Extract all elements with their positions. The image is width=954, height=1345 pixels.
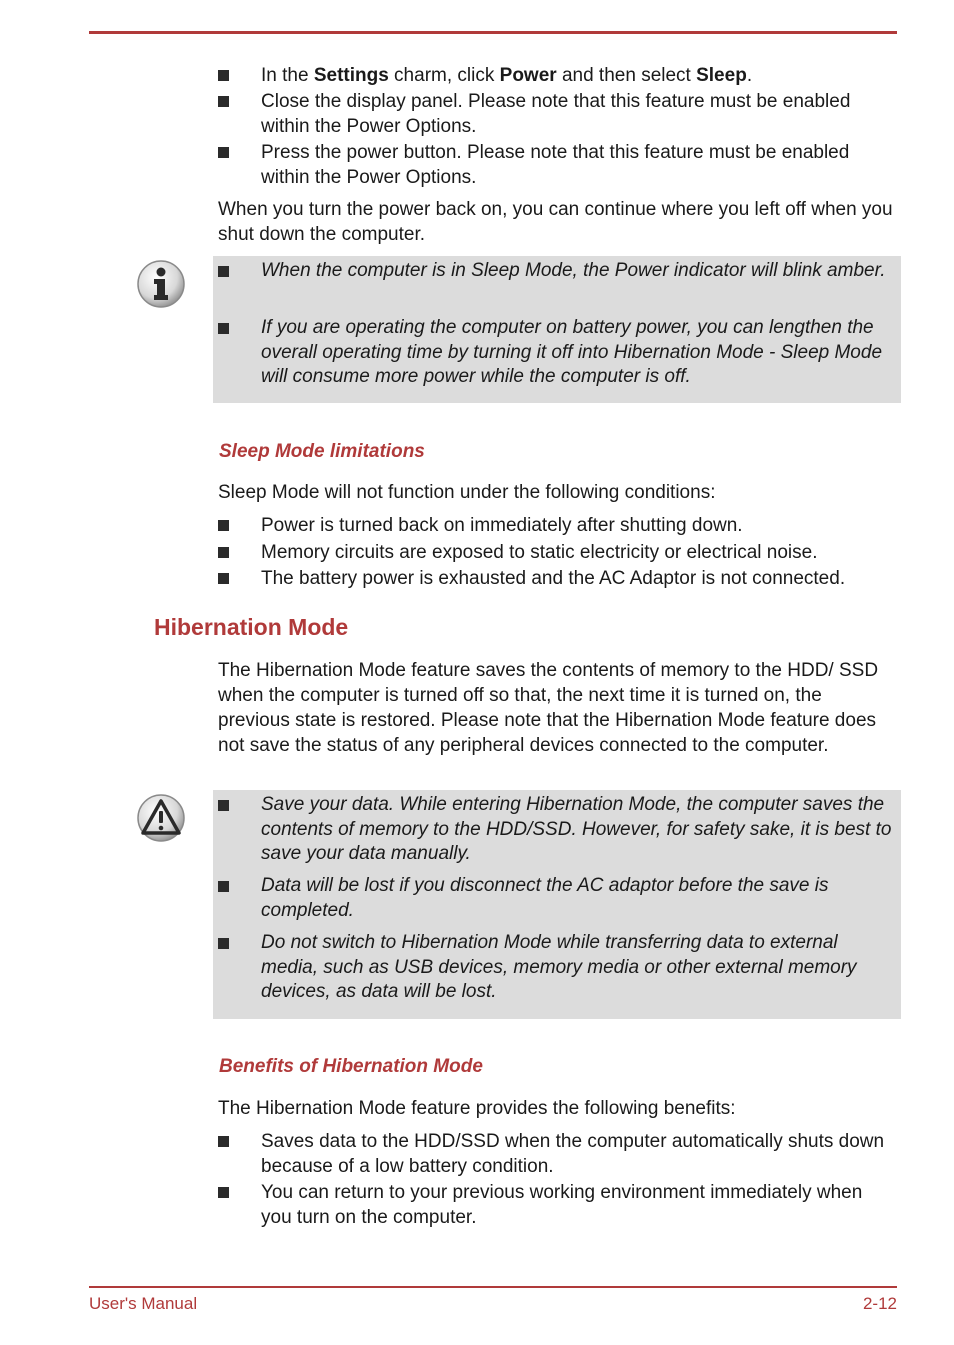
- bullet-square: [218, 1136, 229, 1147]
- bullet-square: [218, 938, 229, 949]
- header-rule: [89, 31, 897, 34]
- hibernation-heading: Hibernation Mode: [154, 614, 349, 640]
- list-item: Saves data to the HDD/SSD when the computer automatically shuts down because of a low battery condition.: [218, 1129, 898, 1179]
- bullet-square: [218, 266, 229, 277]
- warning-icon: [136, 793, 186, 843]
- list-item: If you are operating the computer on battery power, you can lengthen the overall operating time by turning it off into Hibernation Mode - Sleep Mode will consume more power while the computer is off.: [218, 316, 896, 390]
- sleep-limitations-heading: Sleep Mode limitations: [219, 441, 425, 462]
- bullet-square: [218, 70, 229, 81]
- sleep-limitations-intro: Sleep Mode will not function under the following conditions:: [218, 482, 716, 503]
- footer-manual-title: User's Manual: [89, 1294, 198, 1313]
- bullet-square: [218, 96, 229, 107]
- benefits-heading: Benefits of Hibernation Mode: [219, 1056, 483, 1077]
- list-item: Press the power button. Please note that this feature must be enabled within the Power Options.: [218, 140, 898, 190]
- list-item: When the computer is in Sleep Mode, the Power indicator will blink amber.: [218, 259, 896, 284]
- list-item: Close the display panel. Please note that this feature must be enabled within the Power Options.: [218, 89, 898, 139]
- footer-rule: [89, 1286, 897, 1288]
- list-item: Do not switch to Hibernation Mode while transferring data to external media, such as USB devices, memory media or other external memory devices, as data will be lost.: [218, 931, 896, 1005]
- resume-paragraph: When you turn the power back on, you can continue where you left off when you shut down the computer.: [218, 199, 893, 245]
- bullet-square: [218, 573, 229, 584]
- bullet-square: [218, 800, 229, 811]
- list-item: In the Settings charm, click Power and then select Sleep.: [218, 63, 898, 88]
- bullet-square: [218, 323, 229, 334]
- list-item: Power is turned back on immediately after shutting down.: [218, 513, 898, 538]
- benefits-intro: The Hibernation Mode feature provides the following benefits:: [218, 1098, 736, 1119]
- list-item: Memory circuits are exposed to static electricity or electrical noise.: [218, 540, 898, 565]
- bullet-square: [218, 520, 229, 531]
- bullet-square: [218, 1187, 229, 1198]
- bullet-square: [218, 547, 229, 558]
- list-item: The battery power is exhausted and the AC Adaptor is not connected.: [218, 566, 898, 591]
- info-icon: [136, 259, 186, 309]
- bullet-square: [218, 881, 229, 892]
- list-item: Data will be lost if you disconnect the AC adaptor before the save is completed.: [218, 874, 896, 923]
- page-number: 2-12: [862, 1294, 897, 1313]
- info-note: [213, 256, 901, 403]
- list-item: Save your data. While entering Hibernation Mode, the computer saves the contents of memory to the HDD/SSD. However, for safety sake, it is best to save your data manually.: [218, 793, 896, 867]
- warning-note: [213, 790, 901, 1019]
- list-item: You can return to your previous working environment immediately when you turn on the computer.: [218, 1180, 898, 1230]
- bullet-square: [218, 147, 229, 158]
- hibernation-paragraph: The Hibernation Mode feature saves the contents of memory to the HDD/ SSD when the computer is turned off so that, the next time it is turned on, the previous state is restored. Please note that the Hibernation Mode feature does not save the status of any peripheral devices connected to the computer.: [218, 660, 879, 756]
